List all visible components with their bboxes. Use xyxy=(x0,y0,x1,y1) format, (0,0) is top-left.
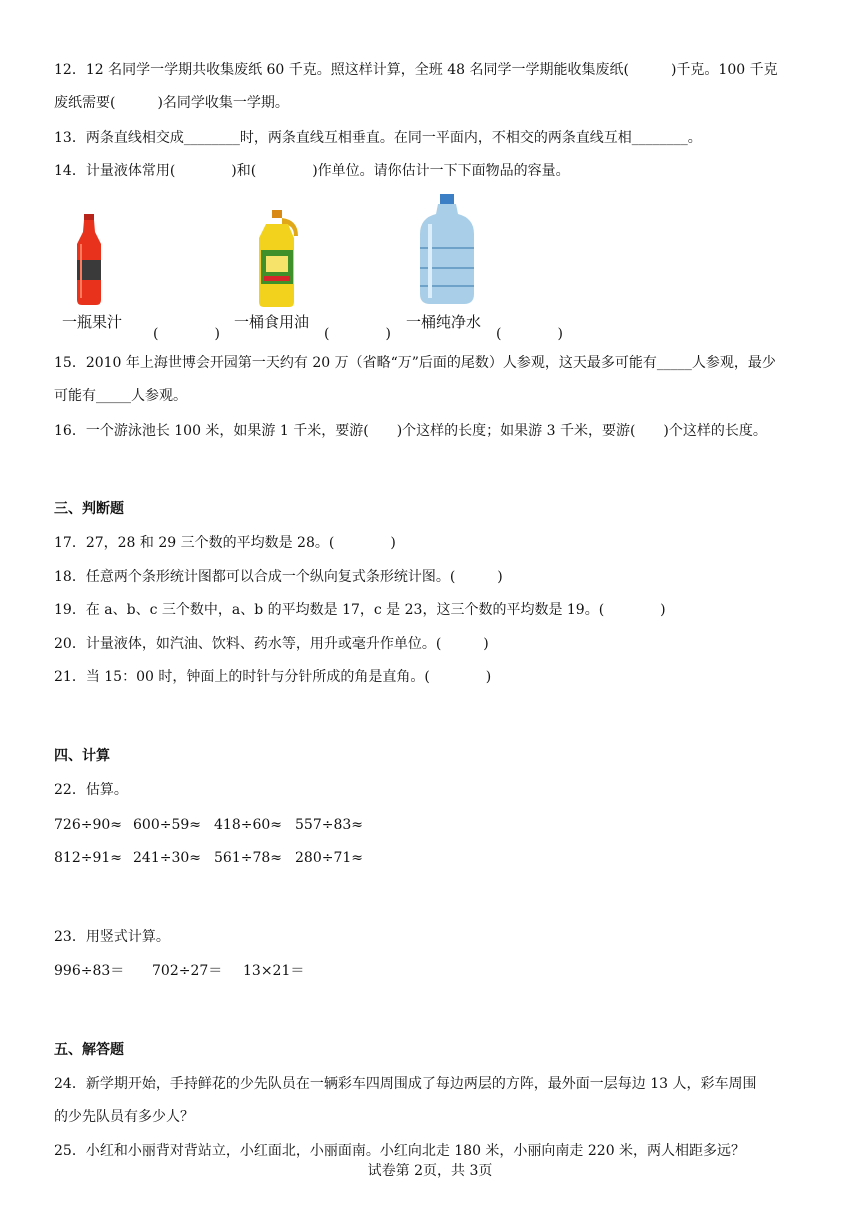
q14-item2-blank: ( ) xyxy=(324,326,391,342)
q22-r2-2: 241÷30≈ xyxy=(133,850,201,866)
q14-item3-blank: ( ) xyxy=(496,326,563,342)
q23-item-2: 702÷27＝ xyxy=(152,963,223,979)
q14: 14．计量液体常用( )和( )作单位。请你估计一下下面物品的容量。 xyxy=(54,163,570,179)
q23-items xyxy=(54,961,304,981)
q17: 17．27，28 和 29 三个数的平均数是 28。( ) xyxy=(54,535,396,551)
q12-line2: 废纸需要( )名同学收集一学期。 xyxy=(54,95,289,111)
q22-row2 xyxy=(54,848,363,868)
page-footer: 试卷第 2页，共 3页 xyxy=(367,1163,493,1179)
q22-r1-2: 600÷59≈ xyxy=(133,817,201,833)
q22-r2-1: 812÷91≈ xyxy=(54,850,122,866)
water-jug-icon xyxy=(416,194,478,306)
q16: 16．一个游泳池长 100 米，如果游 1 千米，要游( )个这样的长度；如果游 3 千米，要游( )个这样的长度。 xyxy=(54,423,767,439)
q22-title: 22．估算。 xyxy=(54,782,128,798)
q22-row1 xyxy=(54,815,363,835)
oil-jug-icon xyxy=(256,210,302,308)
q14-item1-blank: ( ) xyxy=(153,326,220,342)
q23-title: 23．用竖式计算。 xyxy=(54,929,170,945)
q12-line1: 12．12 名同学一学期共收集废纸 60 千克。照这样计算，全班 48 名同学一学期能收集废纸( )千克。100 千克 xyxy=(54,62,778,78)
q23-item-3: 13×21＝ xyxy=(243,963,305,979)
q22-r1-4: 557÷83≈ xyxy=(295,817,363,833)
q23-item-1: 996÷83＝ xyxy=(54,963,125,979)
section-4-heading: 四、计算 xyxy=(54,748,110,764)
q13: 13．两条直线相交成________时，两条直线互相垂直。在同一平面内，不相交的两条直线互相________。 xyxy=(54,130,702,146)
q15-line1: 15．2010 年上海世博会开园第一天约有 20 万（省略“万”后面的尾数）人参观，这天最多可能有_____人参观，最少 xyxy=(54,355,776,371)
q22-r2-3: 561÷78≈ xyxy=(214,850,282,866)
q20: 20．计量液体，如汽油、饮料、药水等，用升或毫升作单位。( ) xyxy=(54,636,489,652)
q14-item1-label: 一瓶果汁 xyxy=(62,314,123,331)
q18: 18．任意两个条形统计图都可以合成一个纵向复式条形统计图。( ) xyxy=(54,569,503,585)
q22-r1-1: 726÷90≈ xyxy=(54,817,122,833)
section-3-heading: 三、判断题 xyxy=(54,501,124,517)
section-5-heading: 五、解答题 xyxy=(54,1042,124,1058)
q24-line1: 24．新学期开始，手持鲜花的少先队员在一辆彩车四周围成了每边两层的方阵，最外面一层每边 13 人，彩车周围 xyxy=(54,1076,757,1092)
q14-item2-label: 一桶食用油 xyxy=(234,314,310,331)
q22-r1-3: 418÷60≈ xyxy=(214,817,282,833)
q14-item3-label: 一桶纯净水 xyxy=(406,314,482,331)
q24-line2: 的少先队员有多少人？ xyxy=(54,1109,194,1125)
q21: 21．当 15：00 时，钟面上的时针与分针所成的角是直角。( ) xyxy=(54,669,492,685)
juice-bottle-icon xyxy=(72,214,106,306)
q25: 25．小红和小丽背对背站立，小红面北，小丽面南。小红向北走 180 米，小丽向南走 220 米，两人相距多远？ xyxy=(54,1143,746,1159)
q22-r2-4: 280÷71≈ xyxy=(295,850,363,866)
q15-line2: 可能有_____人参观。 xyxy=(54,388,187,404)
q19: 19．在 a、b、c 三个数中，a、b 的平均数是 17，c 是 23，这三个数的平均数是 19。( ) xyxy=(54,602,666,618)
